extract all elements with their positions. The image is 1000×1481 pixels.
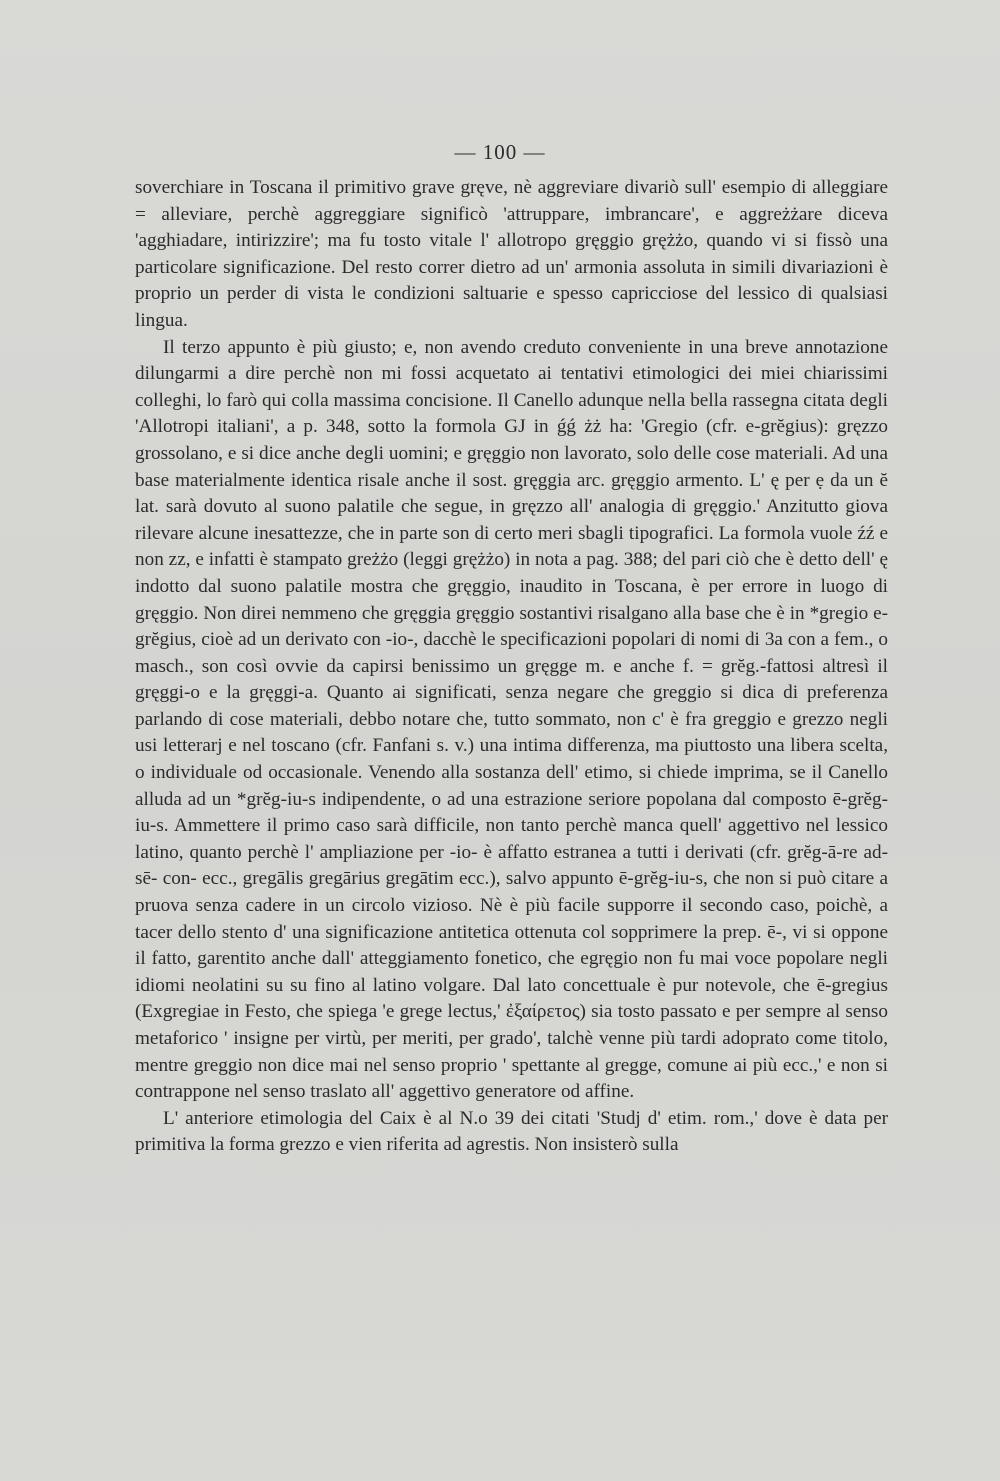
page-body: [135, 175, 888, 1159]
paragraph-terzo-appunto: Il terzo appunto è più giusto; e, non avendo creduto conveniente in una breve annotazione dilungarmi a dire perchè non mi fossi acquetato ai tentativi etimologici dei miei chiarissimi colleghi, lo farò qui colla massima concisione. Il Canello adunque nella bella rassegna citata degli 'Allotropi italiani', a p. 348, sotto la formola GJ in ǵǵ żż ha: 'Gregio (cfr. e-grĕgius): gręzzo grossolano, e si dice anche degli uomini; e gręggio non lavorato, solo delle cose materiali. Ad una base materialmente identica risale anche il sost. gręggia arc. gręggio armento. L' ę per ẹ da un ĕ lat. sarà dovuto al suono palatile che segue, in gręzzo all' analogia di gręggio.' Anzitutto giova rilevare alcune inesattezze, che in parte son di certo meri sbagli tipografici. La formola vuole źź e non zz, e infatti è stampato greżżo (leggi grężżo) in nota a pag. 388; del pari ciò che è detto dell' ę indotto dal suono palatile mostra che gręggio, inaudito in Toscana, è per errore in luogo di gręggio. Non direi nemmeno che gręggia gręggio sostantivi risalgano alla base che è in *gregio e-grĕgius, cioè ad un derivato con -io-, dacchè le specificazioni popolari di nomi di 3a con a fem., o masch., son così ovvie da capirsi benissimo un gręgge m. e anche f. = grĕg.-fattosi altresì il gręggi-o e la gręggi-a. Quanto ai significati, senza negare che greggio si dica di preferenza parlando di cose materiali, debbo notare che, tutto sommato, non c' è fra greggio e grezzo negli usi letterarj e nel toscano (cfr. Fanfani s. v.) una intima differenza, ma piuttosto una libera scelta, o individuale od occasionale. Venendo alla sostanza dell' etimo, si chiede imprima, se il Canello alluda ad un *grĕg-iu-s indipendente, o ad una estrazione seriore popolana dal composto ē-grĕg-iu-s. Ammettere il primo caso sarà difficile, non tanto perchè manca quell' aggettivo nel lessico latino, quanto perchè l' ampliazione per -io- è affatto estranea a tutti i derivati (cfr. grĕg-ā-re ad- sē- con- ecc., gregālis gregārius gregātim ecc.), salvo appunto ē-grĕg-iu-s, che non si può citare a pruova senza cadere in un circolo vizioso. Nè è più facile supporre il secondo caso, poichè, a tacer dello stento d' una significazione antitetica ottenuta col sopprimere la prep. ē-, vi si oppone il fatto, garentito anche dall' atteggiamento fonetico, che egręgio non fu mai voce popolare negli idiomi neolatini su su fino al latino volgare. Dal lato concettuale è pur notevole, che ē-gregius (Exgregiae in Festo, che spiega 'e grege lectus,' ἐξαίρετος) sia tosto passato e per sempre al senso metaforico ' insigne per virtù, per meriti, per grado', talchè venne più tardi adoprato come titolo, mentre greggio non dice mai nel senso proprio ' spettante al gregge, comune ai più ecc.,' e non si contrappone nel senso traslato all' aggettivo generatore od affine.: [135, 336, 888, 1103]
paragraph-continuation: soverchiare in Toscana il primitivo grave gręve, nè aggreviare divariò sull' esempio di alleggiare = alleviare, perchè aggreggiare significò 'attruppare, imbrancare', e aggreżżare diceva 'agghiadare, intirizzire'; ma fu tosto vitale l' allotropo gręggio grężżo, quando vi si fissò una particolare significazione. Del resto correr dietro ad un' armonia assoluta in simili divariazioni è proprio un perder di vista le condizioni saltuarie e spesso capricciose del lessico di qualsiasi lingua.: [135, 177, 888, 331]
page-number: — 100 —: [454, 140, 546, 164]
paragraph-caix-etymology: L' anteriore etimologia del Caix è al N.o 39 dei citati 'Studj d' etim. rom.,' dove è data per primitiva la forma grezzo e vien riferita ad agrestis. Non insisterò sulla: [135, 1107, 888, 1156]
